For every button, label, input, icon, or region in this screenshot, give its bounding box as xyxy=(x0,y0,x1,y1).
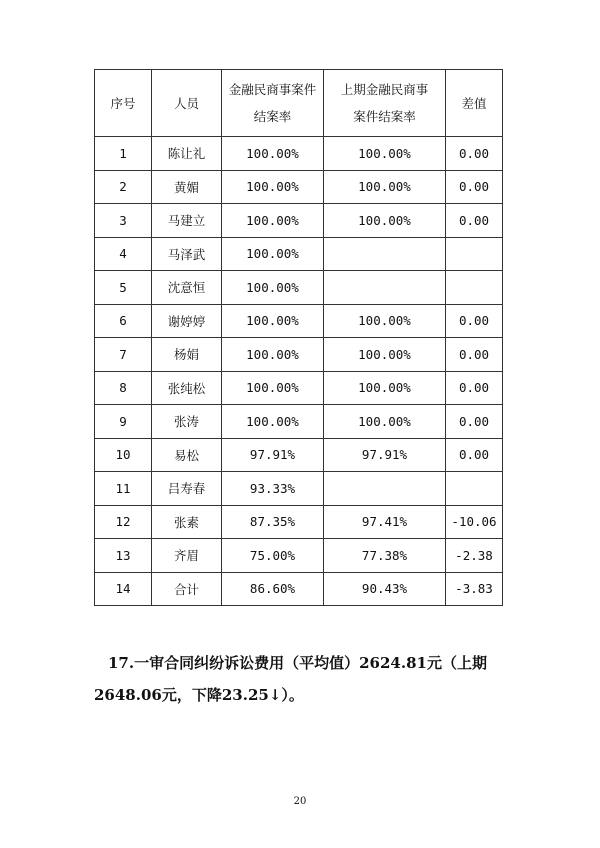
cell-difference: 0.00 xyxy=(446,204,503,238)
cell-closure-rate: 100.00% xyxy=(222,271,324,305)
cell-difference: 0.00 xyxy=(446,338,503,372)
cell-prev-closure-rate: 100.00% xyxy=(324,405,446,439)
table-row xyxy=(95,438,503,472)
cell-prev-closure-rate: 97.91% xyxy=(324,438,446,472)
cell-closure-rate: 87.35% xyxy=(222,505,324,539)
cell-person: 马泽武 xyxy=(152,237,222,271)
cell-index: 14 xyxy=(95,572,152,606)
cell-closure-rate: 100.00% xyxy=(222,405,324,439)
cell-index: 13 xyxy=(95,539,152,573)
cell-index: 9 xyxy=(95,405,152,439)
paragraph-item-17 xyxy=(94,647,514,711)
cell-person: 合计 xyxy=(152,572,222,606)
cell-index: 4 xyxy=(95,237,152,271)
table-row xyxy=(95,170,503,204)
header-prev-closure-rate: 上期金融民商事 案件结案率 xyxy=(324,70,446,137)
cell-closure-rate: 100.00% xyxy=(222,237,324,271)
cell-prev-closure-rate: 100.00% xyxy=(324,338,446,372)
cell-index: 8 xyxy=(95,371,152,405)
cell-prev-closure-rate: 77.38% xyxy=(324,539,446,573)
table-row xyxy=(95,237,503,271)
cell-index: 11 xyxy=(95,472,152,506)
header-person: 人员 xyxy=(152,70,222,137)
cell-difference xyxy=(446,237,503,271)
cell-closure-rate: 100.00% xyxy=(222,304,324,338)
table-row xyxy=(95,539,503,573)
table-row xyxy=(95,572,503,606)
cell-index: 5 xyxy=(95,271,152,305)
table-row xyxy=(95,137,503,171)
header-index: 序号 xyxy=(95,70,152,137)
cell-closure-rate: 97.91% xyxy=(222,438,324,472)
cell-index: 10 xyxy=(95,438,152,472)
table-row xyxy=(95,505,503,539)
cell-prev-closure-rate xyxy=(324,237,446,271)
table-row xyxy=(95,204,503,238)
cell-person: 张素 xyxy=(152,505,222,539)
cell-prev-closure-rate: 90.43% xyxy=(324,572,446,606)
cell-index: 6 xyxy=(95,304,152,338)
cell-closure-rate: 100.00% xyxy=(222,371,324,405)
table-row xyxy=(95,371,503,405)
cell-person: 易松 xyxy=(152,438,222,472)
cell-difference: -10.06 xyxy=(446,505,503,539)
cell-person: 张纯松 xyxy=(152,371,222,405)
cell-person: 马建立 xyxy=(152,204,222,238)
cell-closure-rate: 100.00% xyxy=(222,137,324,171)
table-header-row xyxy=(95,70,503,137)
cell-difference: 0.00 xyxy=(446,405,503,439)
cell-difference: -3.83 xyxy=(446,572,503,606)
cell-index: 1 xyxy=(95,137,152,171)
cell-person: 陈让礼 xyxy=(152,137,222,171)
cell-difference xyxy=(446,271,503,305)
cell-index: 2 xyxy=(95,170,152,204)
table-row xyxy=(95,338,503,372)
statistics-table xyxy=(94,69,503,606)
table-row xyxy=(95,304,503,338)
cell-person: 齐眉 xyxy=(152,539,222,573)
cell-person: 黄媚 xyxy=(152,170,222,204)
cell-index: 3 xyxy=(95,204,152,238)
cell-prev-closure-rate: 100.00% xyxy=(324,137,446,171)
cell-prev-closure-rate: 100.00% xyxy=(324,204,446,238)
cell-difference: 0.00 xyxy=(446,304,503,338)
page-number: 20 xyxy=(293,796,307,807)
header-difference: 差值 xyxy=(446,70,503,137)
cell-index: 12 xyxy=(95,505,152,539)
table-row xyxy=(95,405,503,439)
cell-prev-closure-rate: 97.41% xyxy=(324,505,446,539)
cell-closure-rate: 100.00% xyxy=(222,204,324,238)
cell-difference: 0.00 xyxy=(446,137,503,171)
cell-difference: -2.38 xyxy=(446,539,503,573)
cell-difference: 0.00 xyxy=(446,170,503,204)
cell-person: 吕寿春 xyxy=(152,472,222,506)
header-closure-rate: 金融民商事案件 结案率 xyxy=(222,70,324,137)
cell-difference: 0.00 xyxy=(446,438,503,472)
cell-closure-rate: 100.00% xyxy=(222,338,324,372)
cell-person: 张涛 xyxy=(152,405,222,439)
paragraph-line-2: 2648.06元，下降23.25↓）。 xyxy=(94,686,304,704)
table-row xyxy=(95,472,503,506)
cell-closure-rate: 93.33% xyxy=(222,472,324,506)
cell-difference xyxy=(446,472,503,506)
cell-prev-closure-rate xyxy=(324,271,446,305)
cell-difference: 0.00 xyxy=(446,371,503,405)
cell-person: 杨娟 xyxy=(152,338,222,372)
cell-prev-closure-rate: 100.00% xyxy=(324,304,446,338)
cell-person: 沈意恒 xyxy=(152,271,222,305)
cell-closure-rate: 86.60% xyxy=(222,572,324,606)
table-row xyxy=(95,271,503,305)
cell-person: 谢婷婷 xyxy=(152,304,222,338)
cell-index: 7 xyxy=(95,338,152,372)
cell-prev-closure-rate: 100.00% xyxy=(324,170,446,204)
cell-closure-rate: 75.00% xyxy=(222,539,324,573)
cell-prev-closure-rate xyxy=(324,472,446,506)
cell-closure-rate: 100.00% xyxy=(222,170,324,204)
paragraph-line-1: 17.一审合同纠纷诉讼费用（平均值）2624.81元（上期 xyxy=(108,654,487,672)
cell-prev-closure-rate: 100.00% xyxy=(324,371,446,405)
